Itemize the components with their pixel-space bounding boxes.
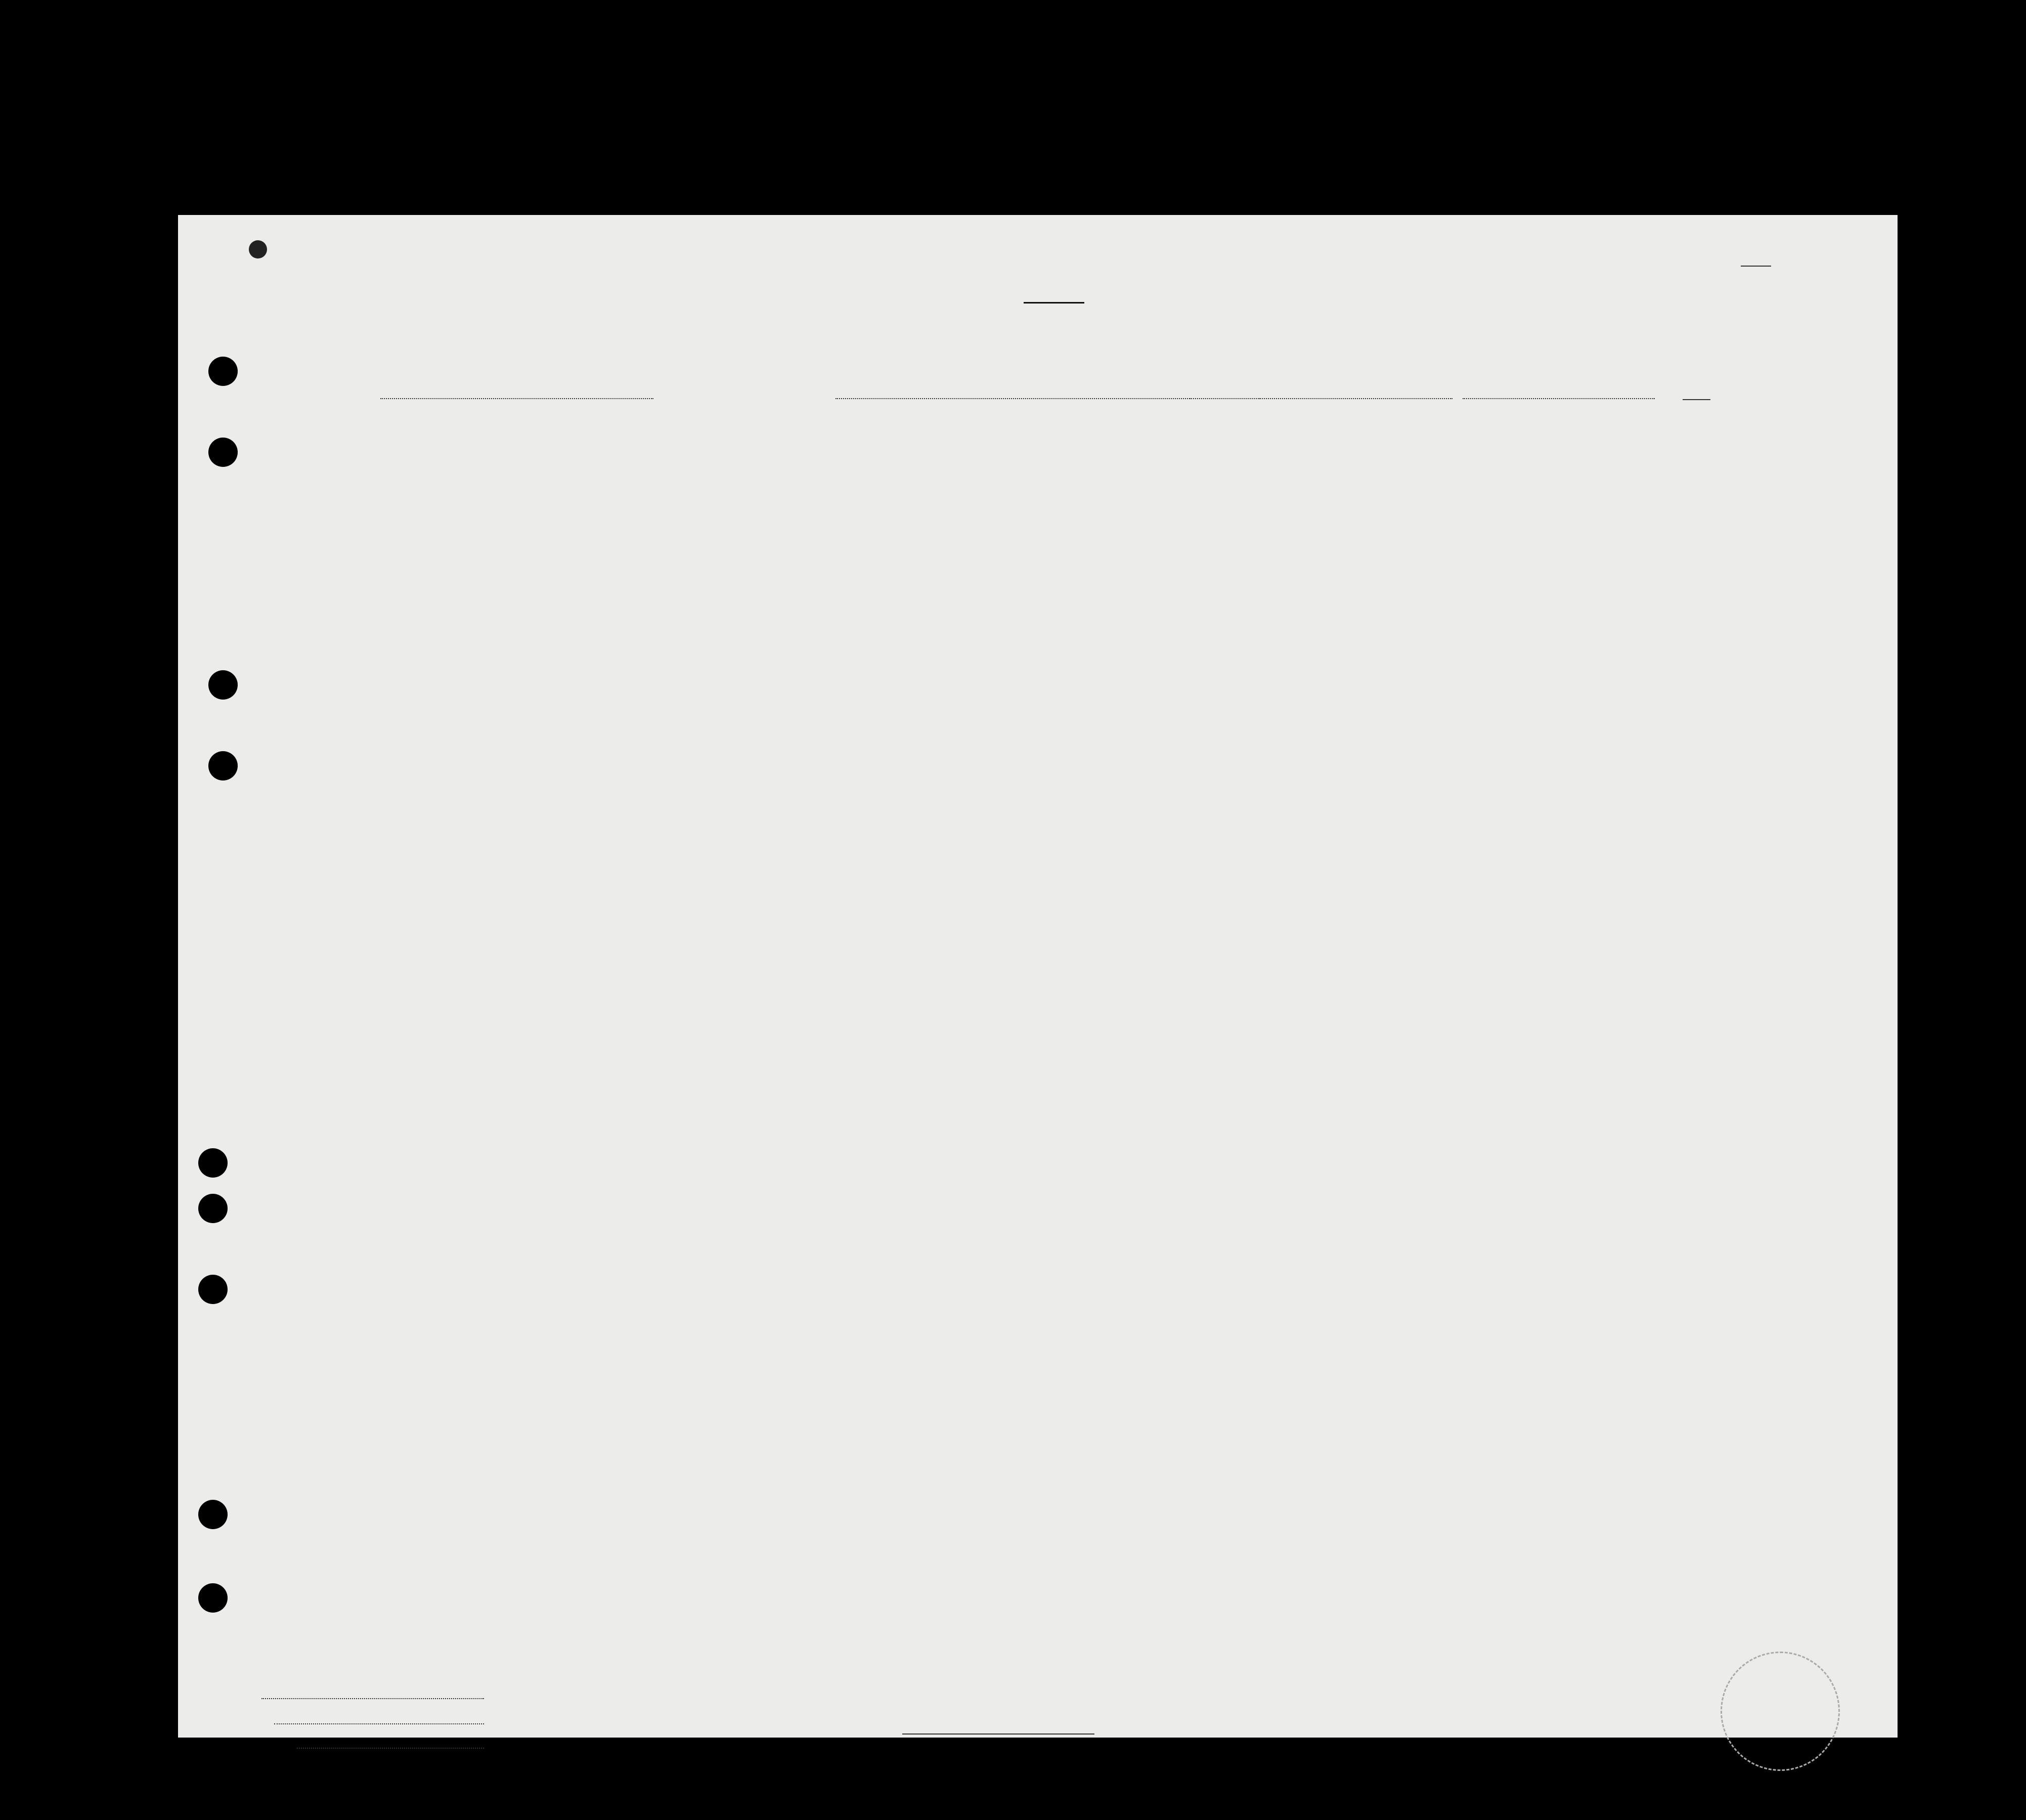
punch-hole-icon (198, 1148, 228, 1178)
punch-hole-icon (208, 670, 238, 700)
punch-hole-icon (208, 357, 238, 386)
manifest-grid (178, 215, 1898, 1738)
punch-hole-icon (198, 1500, 228, 1529)
punch-hole-icon (208, 751, 238, 781)
punch-hole-icon (198, 1275, 228, 1304)
punch-hole-icon (198, 1583, 228, 1613)
punch-hole-icon (198, 1194, 228, 1223)
seal-stamp-icon (1721, 1652, 1840, 1771)
punch-hole-icon (208, 438, 238, 467)
manifest-sheet (178, 215, 1898, 1738)
